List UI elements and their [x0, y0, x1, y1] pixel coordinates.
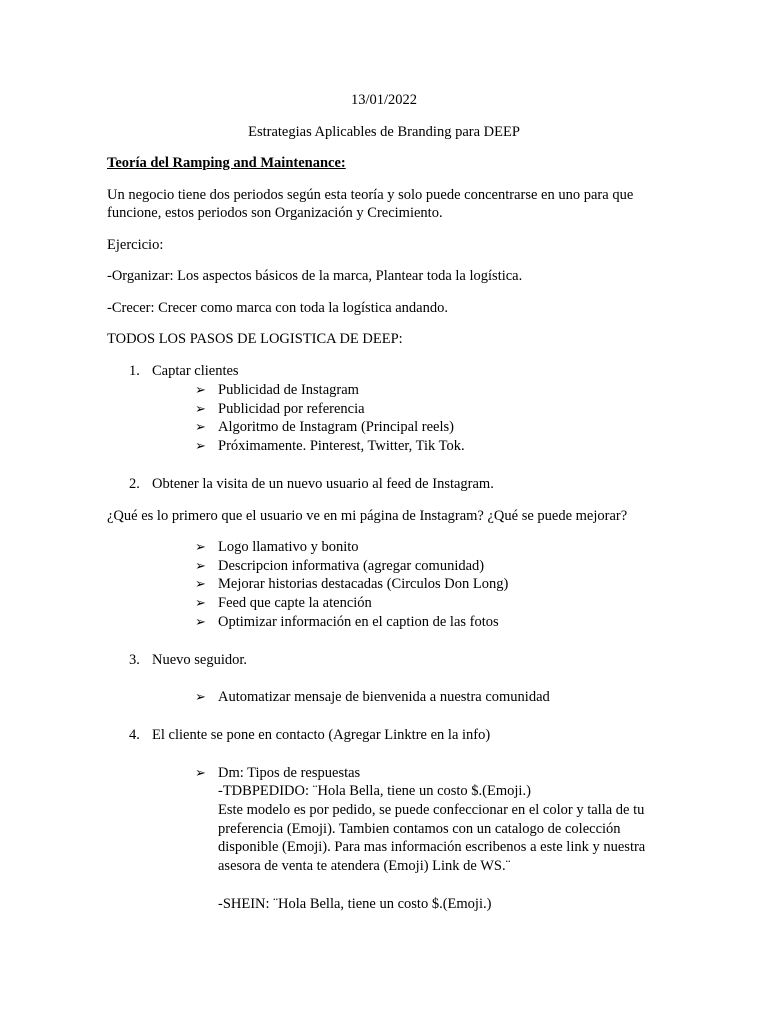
dm-paragraph-line: preferencia (Emoji). Tambien contamos con un catalogo de colección — [218, 821, 621, 837]
arrow-bullet-icon: ➢ — [195, 689, 206, 704]
crecer-line: -Crecer: Crecer como marca con toda la logística andando. — [107, 300, 448, 316]
list-item: Próximamente. Pinterest, Twitter, Tik Tok. — [218, 438, 465, 454]
dm-paragraph-line: disponible (Emoji). Para mas información escribenos a este link y nuestra — [218, 839, 646, 855]
list-item: Publicidad de Instagram — [218, 382, 359, 398]
arrow-bullet-icon: ➢ — [195, 595, 206, 610]
organizar-line: -Organizar: Los aspectos básicos de la marca, Plantear toda la logística. — [107, 268, 523, 284]
shein-line: -SHEIN: ¨Hola Bella, tiene un costo $.(Emoji.) — [218, 896, 492, 912]
arrow-bullet-icon: ➢ — [195, 539, 206, 554]
list-item: Mejorar historias destacadas (Circulos Don Long) — [218, 576, 509, 592]
list-item: Optimizar información en el caption de las fotos — [218, 614, 499, 630]
arrow-bullet-icon: ➢ — [195, 558, 206, 573]
arrow-bullet-icon: ➢ — [195, 382, 206, 397]
list-item: Logo llamativo y bonito — [218, 539, 359, 555]
step-number: 4. — [129, 727, 140, 743]
arrow-bullet-icon: ➢ — [195, 614, 206, 629]
step-number: 3. — [129, 652, 140, 668]
section-heading: Teoría del Ramping and Maintenance: — [107, 155, 346, 171]
step-number: 1. — [129, 363, 140, 379]
arrow-bullet-icon: ➢ — [195, 438, 206, 453]
intro-line-2: funcione, estos periodos son Organización y Crecimiento. — [107, 205, 443, 221]
intro-line-1: Un negocio tiene dos periodos según esta teoría y solo puede concentrarse en uno para que — [107, 187, 634, 203]
arrow-bullet-icon: ➢ — [195, 765, 206, 780]
list-item: Algoritmo de Instagram (Principal reels) — [218, 419, 454, 435]
list-item: Descripcion informativa (agregar comunidad) — [218, 558, 485, 574]
ejercicio-label: Ejercicio: — [107, 237, 164, 253]
list-item: Publicidad por referencia — [218, 401, 365, 417]
dm-paragraph-line: asesora de venta te atendera (Emoji) Link de WS.¨ — [218, 858, 511, 874]
tdbpedido-line: -TDBPEDIDO: ¨Hola Bella, tiene un costo $.(Emoji.) — [218, 783, 531, 799]
step-label: Nuevo seguidor. — [152, 652, 248, 668]
step-label: El cliente se pone en contacto (Agregar Linktre en la info) — [152, 727, 491, 743]
dm-paragraph-line: Este modelo es por pedido, se puede confeccionar en el color y talla de tu — [218, 802, 645, 818]
arrow-bullet-icon: ➢ — [195, 401, 206, 416]
dm-bullet: Dm: Tipos de respuestas — [218, 765, 361, 781]
document-title: Estrategias Aplicables de Branding para DEEP — [248, 124, 520, 140]
instagram-question: ¿Qué es lo primero que el usuario ve en mi página de Instagram? ¿Qué se puede mejorar? — [107, 508, 628, 524]
document-date: 13/01/2022 — [350, 92, 418, 108]
pasos-heading: TODOS LOS PASOS DE LOGISTICA DE DEEP: — [107, 331, 403, 347]
list-item: Feed que capte la atención — [218, 595, 372, 611]
list-item: Automatizar mensaje de bienvenida a nuestra comunidad — [218, 689, 550, 705]
step-number: 2. — [129, 476, 140, 492]
step-label: Obtener la visita de un nuevo usuario al feed de Instagram. — [152, 476, 494, 492]
arrow-bullet-icon: ➢ — [195, 576, 206, 591]
arrow-bullet-icon: ➢ — [195, 419, 206, 434]
step-label: Captar clientes — [152, 363, 239, 379]
